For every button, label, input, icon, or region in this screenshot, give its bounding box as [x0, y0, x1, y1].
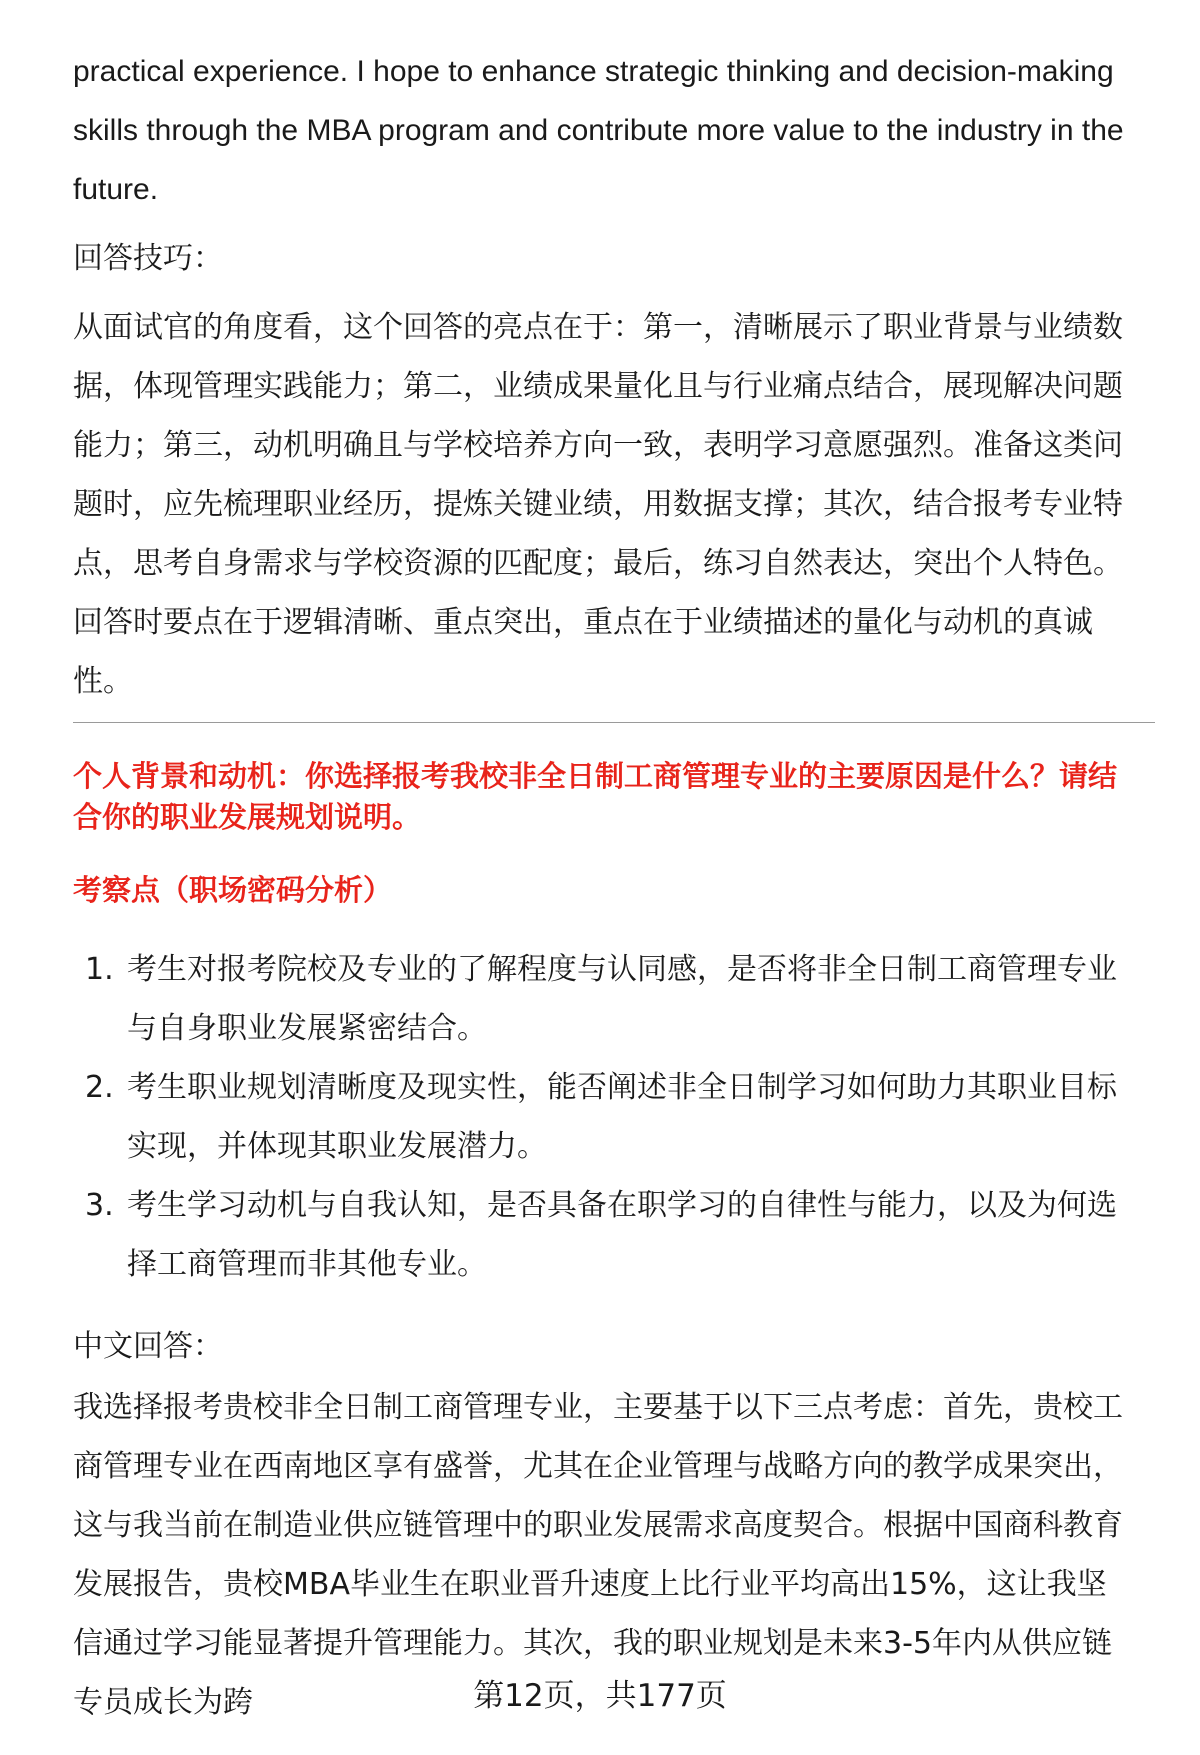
chinese-answer-paragraph: 我选择报考贵校非全日制工商管理专业，主要基于以下三点考虑：首先，贵校工商管理专业在西南地区享有盛誉，尤其在企业管理与战略方向的教学成果突出，这与我当前在制造业供应链管理中的职业发展需求高度契合。根据中国商科教育发展报告，贵校MBA毕业生在职业晋升速度上比行业平均高出15%，这让我坚信通过学习能显著提升管理能力。其次，我的职业规划是未来3-5年内从供应链专员成长为跨	[73, 1390, 1123, 1720]
answer-tips-section	[73, 238, 1133, 280]
list-item-number: 2.	[85, 1070, 114, 1105]
list-item-text: 考生学习动机与自我认知，是否具备在职学习的自律性与能力，以及为何选择工商管理而非其他专业。	[127, 1188, 1117, 1282]
list-item	[73, 940, 1133, 1058]
page-number-footer: 第12页，共177页	[473, 1678, 727, 1714]
question-title: 个人背景和动机：你选择报考我校非全日制工商管理专业的主要原因是什么？请结合你的职业发展规划说明。	[73, 759, 1118, 834]
assessment-list	[73, 940, 1133, 1294]
list-item-number: 1.	[85, 952, 114, 987]
english-answer-tail	[73, 42, 1133, 219]
answer-tips-paragraph: 从面试官的角度看，这个回答的亮点在于：第一，清晰展示了职业背景与业绩数据，体现管理实践能力；第二，业绩成果量化且与行业痛点结合，展现解决问题能力；第三，动机明确且与学校培养方向一致，表明学习意愿强烈。准备这类问题时，应先梳理职业经历，提炼关键业绩，用数据支撑；其次，结合报考专业特点，思考自身需求与学校资源的匹配度；最后，练习自然表达，突出个人特色。回答时要点在于逻辑清晰、重点突出，重点在于业绩描述的量化与动机的真诚性。	[73, 310, 1123, 699]
chinese-answer-label: 中文回答：	[73, 1329, 223, 1364]
list-item-text: 考生职业规划清晰度及现实性，能否阐述非全日制学习如何助力其职业目标实现，并体现其职业发展潜力。	[127, 1070, 1117, 1164]
section-divider	[73, 722, 1155, 723]
assessment-heading: 考察点（职场密码分析）	[73, 873, 393, 907]
question-section	[73, 756, 1133, 838]
list-item-text: 考生对报考院校及专业的了解程度与认同感，是否将非全日制工商管理专业与自身职业发展紧密结合。	[127, 952, 1117, 1046]
answer-tips-label: 回答技巧：	[73, 241, 223, 276]
assessment-points	[73, 940, 1133, 1294]
answer-tips-body	[73, 310, 1133, 711]
assessment-heading-block	[73, 870, 1133, 911]
list-item	[73, 1058, 1133, 1176]
list-item	[73, 1176, 1133, 1294]
chinese-answer-label-block	[73, 1326, 1133, 1368]
list-item-number: 3.	[85, 1188, 114, 1223]
english-paragraph: practical experience. I hope to enhance strategic thinking and decision-making skills through the MBA program and contribute more value to the industry in the future.	[73, 55, 1124, 206]
